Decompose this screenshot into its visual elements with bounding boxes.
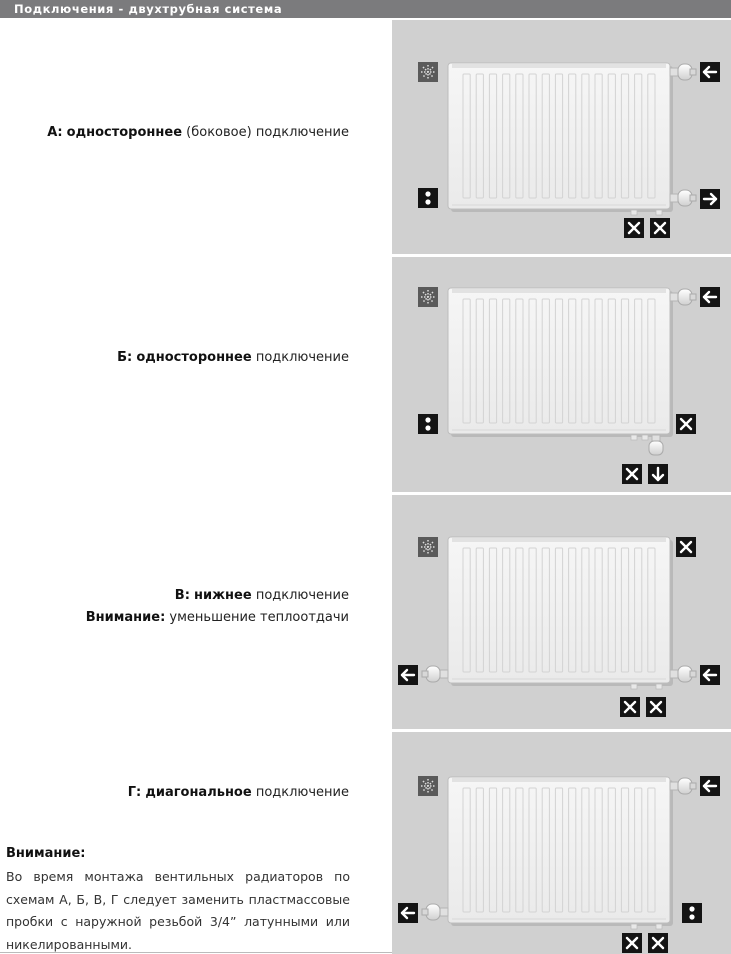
caption-b-letter: Б: <box>117 350 133 365</box>
radiator-b <box>448 288 673 437</box>
caption-d-rest: подключение <box>251 785 349 800</box>
page-title: Подключения - двухтрубная система <box>0 0 731 18</box>
cross-icon <box>622 464 642 484</box>
caption-c-warn-label: Внимание: <box>85 610 166 625</box>
valve-c-left <box>422 666 448 682</box>
air-vent-icon <box>418 776 438 796</box>
arrow-right-icon <box>700 189 720 209</box>
plug-icon <box>418 414 438 434</box>
caption-b-strong: одностороннее <box>136 350 252 365</box>
note-body: Во время монтажа вентильных радиаторов по схемам А, Б, В, Г следует заменить пластмассовые пробки с наружной резьбой 3/4” латунными или никелированными. <box>6 869 350 952</box>
arrow-left-icon <box>700 665 720 685</box>
valve-d-left <box>422 904 448 920</box>
caption-d-strong: диагональное <box>145 785 252 800</box>
radiator-c <box>448 537 673 686</box>
caption-a-rest: (боковое) подключение <box>182 125 349 140</box>
cross-icon <box>650 218 670 238</box>
cross-icon <box>624 218 644 238</box>
plug-icon <box>418 188 438 208</box>
valve-a-bottom <box>670 190 696 206</box>
valve-d-top <box>670 778 696 794</box>
radiator-d <box>448 777 673 926</box>
arrow-left-icon <box>398 665 418 685</box>
arrow-left-icon <box>700 62 720 82</box>
arrow-left-icon <box>700 776 720 796</box>
plug-icon <box>682 903 702 923</box>
valve-a-top <box>670 64 696 80</box>
valve-b-top <box>670 289 696 305</box>
caption-d-letter: Г: <box>127 785 142 800</box>
air-vent-icon <box>418 62 438 82</box>
arrow-down-icon <box>648 464 668 484</box>
caption-c-warn-text: уменьшение теплоотдачи <box>165 610 349 625</box>
caption-c-rest: подключение <box>251 588 349 603</box>
air-vent-icon <box>418 287 438 307</box>
radiator-a <box>448 63 673 212</box>
note-title: Внимание: <box>6 846 86 861</box>
caption-c-strong: нижнее <box>194 588 252 603</box>
caption-b-rest: подключение <box>251 350 349 365</box>
arrow-left-icon <box>700 287 720 307</box>
caption-c-letter: В: <box>174 588 190 603</box>
cross-icon <box>646 697 666 717</box>
valve-c-right <box>670 666 696 682</box>
air-vent-icon <box>418 537 438 557</box>
cross-icon <box>648 933 668 953</box>
caption-a-strong: одностороннее <box>66 125 183 140</box>
caption-a-letter: А: <box>47 125 63 140</box>
arrow-left-icon <box>398 903 418 923</box>
cross-icon <box>676 537 696 557</box>
cross-icon <box>676 414 696 434</box>
cross-icon <box>620 697 640 717</box>
valve-b-bottom <box>649 435 663 455</box>
cross-icon <box>622 933 642 953</box>
